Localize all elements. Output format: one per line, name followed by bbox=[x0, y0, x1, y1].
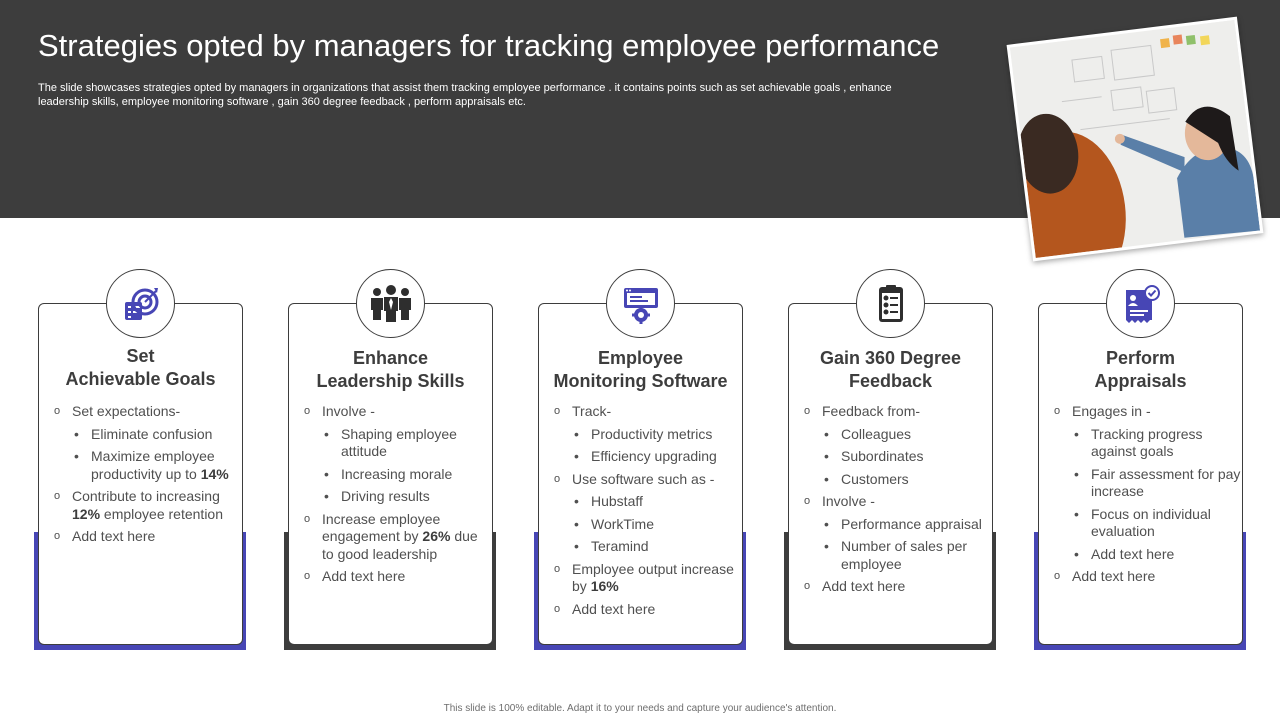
list-item: o Use software such as - bbox=[553, 471, 741, 489]
target-icon bbox=[121, 284, 161, 324]
list-item: • Colleagues bbox=[803, 426, 991, 444]
list-item: • Maximize employee productivity up to 14% bbox=[53, 448, 241, 483]
list-item: • Eliminate confusion bbox=[53, 426, 241, 444]
card-title: Enhance Leadership Skills bbox=[316, 348, 465, 391]
list-item: • Teramind bbox=[553, 538, 741, 556]
card-title: Perform Appraisals bbox=[1094, 348, 1187, 391]
list-item: o Add text here bbox=[803, 578, 991, 596]
list-item: o Add text here bbox=[553, 601, 741, 619]
list-item: o Track- bbox=[553, 403, 741, 421]
card-body bbox=[303, 403, 491, 591]
list-item: o Involve - bbox=[803, 493, 991, 511]
team-leader-icon bbox=[370, 284, 412, 324]
feedback-clipboard-icon bbox=[871, 284, 911, 324]
page-subtitle: The slide showcases strategies opted by managers in organizations that assist them tracking employee performance . it contains points such as set achievable goals , enhance leadership skills, employee monitoring software , gain 360 degree feedback , perform appraisals etc. bbox=[38, 82, 892, 108]
appraisal-certificate-icon-circle bbox=[1106, 269, 1175, 338]
team-meeting-photo bbox=[1007, 17, 1264, 262]
list-item: • Driving results bbox=[303, 488, 491, 506]
card-title: Set Achievable Goals bbox=[65, 346, 216, 389]
card-set-achievable-goals bbox=[38, 303, 243, 645]
card-gain-360-degree-feedback bbox=[788, 303, 993, 645]
list-item: • Hubstaff bbox=[553, 493, 741, 511]
list-item: • WorkTime bbox=[553, 516, 741, 534]
list-item: • Fair assessment for pay increase bbox=[1053, 466, 1241, 501]
list-item: • Efficiency upgrading bbox=[553, 448, 741, 466]
photo-illustration bbox=[1010, 20, 1260, 258]
list-item: o Employee output increase by 16% bbox=[553, 561, 741, 596]
list-item: o Involve - bbox=[303, 403, 491, 421]
monitoring-software-icon bbox=[621, 284, 661, 324]
monitoring-software-icon-circle bbox=[606, 269, 675, 338]
appraisal-certificate-icon bbox=[1121, 284, 1161, 324]
list-item: o Add text here bbox=[1053, 568, 1241, 586]
card-perform-appraisals bbox=[1038, 303, 1243, 645]
list-item: • Add text here bbox=[1053, 546, 1241, 564]
list-item: • Performance appraisal bbox=[803, 516, 991, 534]
list-item: • Subordinates bbox=[803, 448, 991, 466]
list-item: • Shaping employee attitude bbox=[303, 426, 491, 461]
card-body bbox=[1053, 403, 1241, 591]
list-item: o Set expectations- bbox=[53, 403, 241, 421]
page-title: Strategies opted by managers for tracking employee performance bbox=[38, 28, 940, 63]
card-title: Employee Monitoring Software bbox=[553, 348, 728, 391]
card-body bbox=[803, 403, 991, 601]
list-item: • Productivity metrics bbox=[553, 426, 741, 444]
card-employee-monitoring-software bbox=[538, 303, 743, 645]
card-title: Gain 360 Degree Feedback bbox=[819, 348, 962, 391]
list-item: • Increasing morale bbox=[303, 466, 491, 484]
target-icon-circle bbox=[106, 269, 175, 338]
team-leader-icon-circle bbox=[356, 269, 425, 338]
feedback-clipboard-icon-circle bbox=[856, 269, 925, 338]
list-item: o Engages in - bbox=[1053, 403, 1241, 421]
list-item: o Add text here bbox=[53, 528, 241, 546]
footer-note: This slide is 100% editable. Adapt it to your needs and capture your audience's attention. bbox=[443, 703, 837, 714]
card-enhance-leadership-skills bbox=[288, 303, 493, 645]
list-item: o Contribute to increasing 12% employee retention bbox=[53, 488, 241, 523]
list-item: • Customers bbox=[803, 471, 991, 489]
list-item: o Feedback from- bbox=[803, 403, 991, 421]
list-item: • Number of sales per employee bbox=[803, 538, 991, 573]
list-item: • Tracking progress against goals bbox=[1053, 426, 1241, 461]
list-item: o Add text here bbox=[303, 568, 491, 586]
card-body bbox=[53, 403, 241, 551]
list-item: o Increase employee engagement by 26% due to good leadership bbox=[303, 511, 491, 564]
card-body bbox=[553, 403, 741, 623]
list-item: • Focus on individual evaluation bbox=[1053, 506, 1241, 541]
